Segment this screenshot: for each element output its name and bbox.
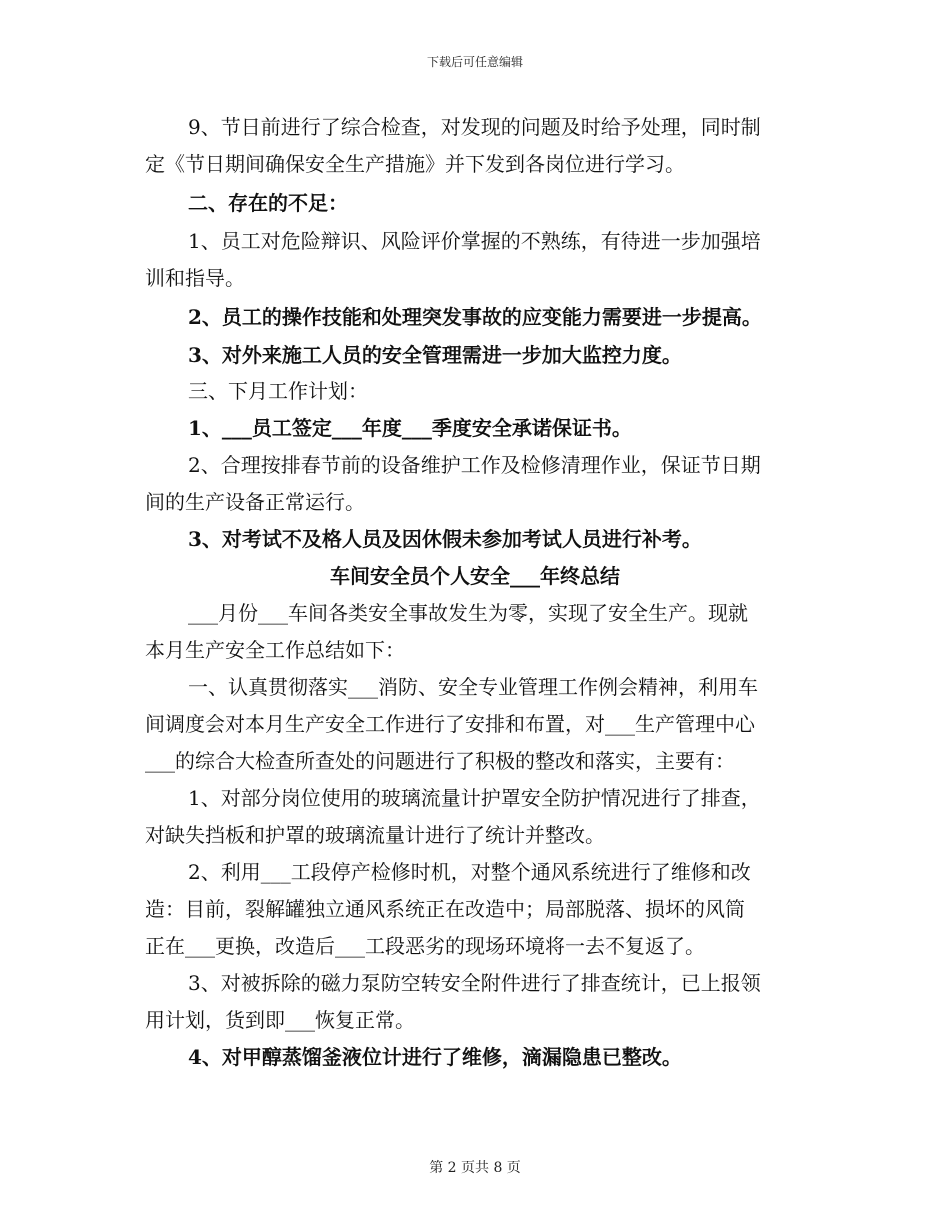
paragraph-line: 1、___员工签定___年度___季度安全承诺保证书。 <box>188 416 632 440</box>
paragraph-line: 4、对甲醇蒸馏釜液位计进行了维修，滴漏隐患已整改。 <box>188 1045 682 1069</box>
paragraph-line: 造：目前，裂解罐独立通风系统正在改造中；局部脱落、损坏的风筒 <box>145 897 745 921</box>
paragraph-line: 3、对外来施工人员的安全管理需进一步加大监控力度。 <box>188 343 682 367</box>
paragraph-line: 对缺失挡板和护罩的玻璃流量计进行了统计并整改。 <box>145 823 605 847</box>
paragraph-line: 1、对部分岗位使用的玻璃流量计护罩安全防护情况进行了排查， <box>188 786 761 810</box>
section-heading: 三、下月工作计划： <box>188 379 368 403</box>
paragraph-line: 1、员工对危险辩识、风险评价掌握的不熟练，有待进一步加强培 <box>188 229 761 253</box>
paragraph-line: 3、对考试不及格人员及因休假未参加考试人员进行补考。 <box>188 527 702 551</box>
section-heading: 二、存在的不足： <box>188 191 348 215</box>
page-header-note: 下载后可任意编辑 <box>426 55 523 69</box>
paragraph-line: 正在___更换，改造后___工段恶劣的现场环境将一去不复返了。 <box>145 934 705 958</box>
paragraph-line: 9、节日前进行了综合检查，对发现的问题及时给予处理，同时制 <box>188 115 761 139</box>
paragraph-line: 用计划，货到即___恢复正常。 <box>145 1008 415 1032</box>
paragraph-line: 2、合理按排春节前的设备维护工作及检修清理作业，保证节日期 <box>188 453 761 477</box>
paragraph-line: 间调度会对本月生产安全工作进行了安排和布置，对___生产管理中心 <box>145 712 755 736</box>
paragraph-line: 定《节日期间确保安全生产措施》并下发到各岗位进行学习。 <box>145 152 685 176</box>
paragraph-line: 2、员工的操作技能和处理突发事故的应变能力需要进一步提高。 <box>188 305 762 329</box>
paragraph-line: 3、对被拆除的磁力泵防空转安全附件进行了排查统计，已上报领 <box>188 971 761 995</box>
paragraph-line: ___的综合大检查所查处的问题进行了积极的整改和落实，主要有： <box>145 749 735 773</box>
paragraph-line: ___月份___车间各类安全事故发生为零，实现了安全生产。现就 <box>188 601 748 625</box>
page-number: 第 2 页共 8 页 <box>429 1160 521 1176</box>
paragraph-line: 2、利用___工段停产检修时机，对整个通风系统进行了维修和改 <box>188 860 751 884</box>
paragraph-line: 训和指导。 <box>145 266 245 290</box>
paragraph-line: 一、认真贯彻落实___消防、安全专业管理工作例会精神，利用车 <box>188 675 758 699</box>
paragraph-line: 本月生产安全工作总结如下： <box>145 638 405 662</box>
paragraph-line: 间的生产设备正常运行。 <box>145 490 365 514</box>
document-title: 车间安全员个人安全___年终总结 <box>330 564 620 588</box>
